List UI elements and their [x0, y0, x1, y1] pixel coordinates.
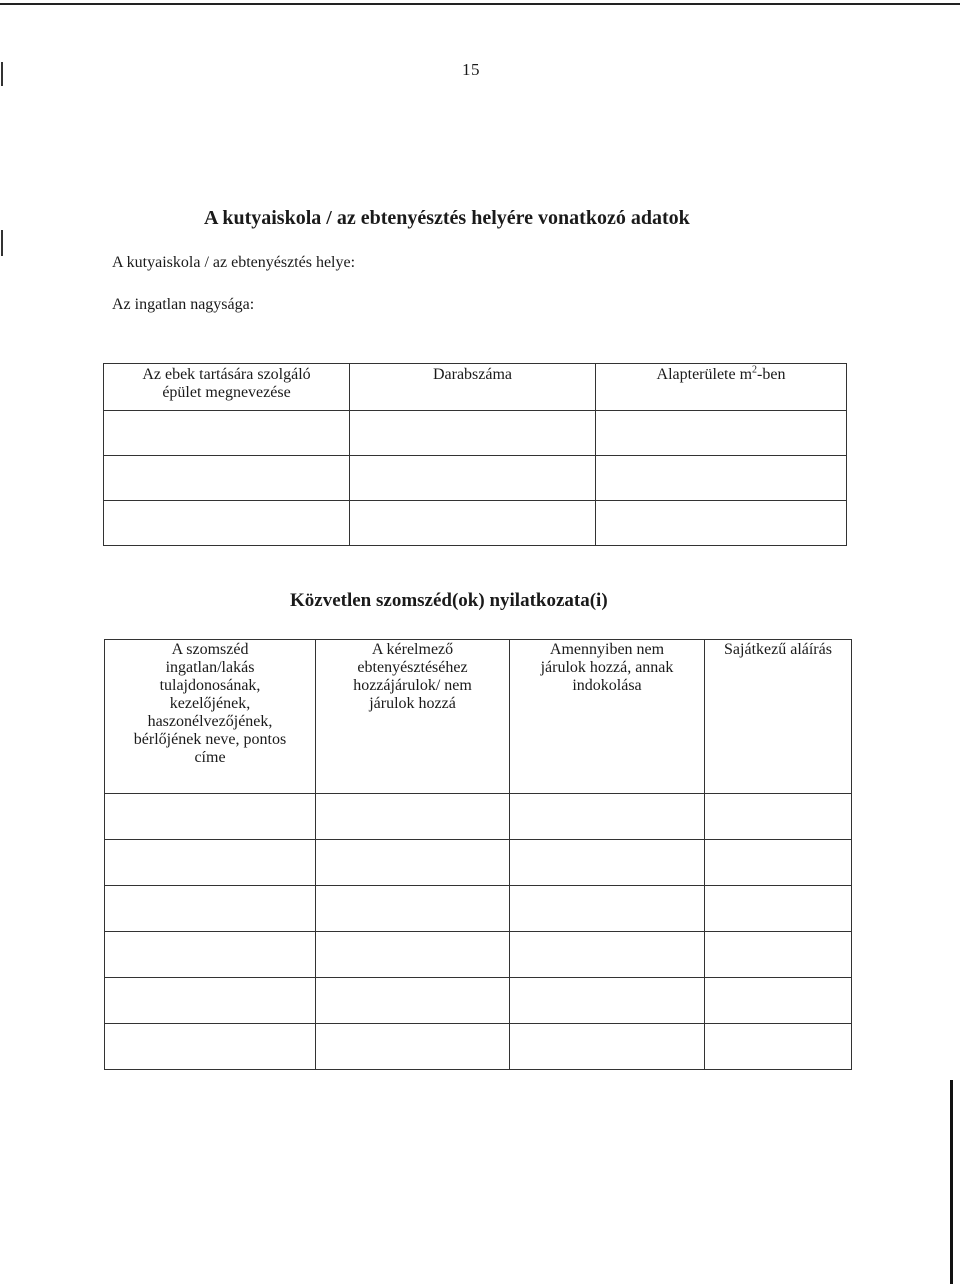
building-name-cell[interactable] — [104, 501, 350, 546]
top-border-line — [0, 3, 960, 5]
neighbor-table-row — [105, 978, 852, 1024]
neighbor-consent-cell[interactable] — [316, 794, 510, 840]
building-name-cell[interactable] — [104, 411, 350, 456]
building-name-cell[interactable] — [104, 456, 350, 501]
neighbor-owner-cell[interactable] — [105, 932, 316, 978]
neighbor-table-row — [105, 794, 852, 840]
neighbor-owner-cell[interactable] — [105, 978, 316, 1024]
building-table-row — [104, 411, 847, 456]
neighbor-owner-header: A szomszéd ingatlan/lakás tulajdonosának, kezelőjének, haszonélvezőjének, bérlőjének neve, pontos címe — [105, 640, 316, 794]
neighbor-consent-cell[interactable] — [316, 1024, 510, 1070]
neighbor-reason-cell[interactable] — [510, 1024, 705, 1070]
neighbor-reason-header: Amennyiben nem járulok hozzá, annak indokolása — [510, 640, 705, 794]
building-table-row — [104, 501, 847, 546]
neighbor-signature-header: Sajátkezű aláírás — [705, 640, 852, 794]
building-table — [103, 363, 847, 546]
building-table-header — [104, 364, 847, 411]
neighbor-signature-cell[interactable] — [705, 886, 852, 932]
neighbor-signature-cell[interactable] — [705, 840, 852, 886]
building-count-cell[interactable] — [350, 501, 596, 546]
neighbor-reason-cell[interactable] — [510, 978, 705, 1024]
neighbor-reason-cell[interactable] — [510, 932, 705, 978]
location-label: A kutyaiskola / az ebtenyésztés helye: — [112, 254, 356, 271]
building-count-header: Darabszáma — [350, 364, 596, 411]
building-table-row — [104, 456, 847, 501]
neighbor-owner-cell[interactable] — [105, 840, 316, 886]
neighbor-table-row — [105, 1024, 852, 1070]
neighbor-owner-cell[interactable] — [105, 886, 316, 932]
neighbor-reason-cell[interactable] — [510, 886, 705, 932]
left-margin-mark — [1, 62, 3, 86]
neighbor-table-row — [105, 840, 852, 886]
neighbor-signature-cell[interactable] — [705, 1024, 852, 1070]
left-margin-mark — [1, 230, 3, 256]
neighbor-signature-cell[interactable] — [705, 794, 852, 840]
neighbor-owner-cell[interactable] — [105, 794, 316, 840]
building-name-header: Az ebek tartására szolgáló épület megnevezése — [104, 364, 350, 411]
neighbor-table-row — [105, 886, 852, 932]
neighbor-table-header — [105, 640, 852, 794]
property-size-label: Az ingatlan nagysága: — [112, 296, 255, 313]
neighbor-reason-cell[interactable] — [510, 794, 705, 840]
neighbor-owner-cell[interactable] — [105, 1024, 316, 1070]
section-title: A kutyaiskola / az ebtenyésztés helyére vonatkozó adatok — [204, 207, 690, 229]
neighbor-signature-cell[interactable] — [705, 932, 852, 978]
neighbor-table — [104, 639, 852, 1070]
neighbor-consent-cell[interactable] — [316, 886, 510, 932]
neighbor-consent-cell[interactable] — [316, 932, 510, 978]
neighbor-signature-cell[interactable] — [705, 978, 852, 1024]
building-count-cell[interactable] — [350, 411, 596, 456]
neighbor-section-title: Közvetlen szomszéd(ok) nyilatkozata(i) — [290, 590, 608, 611]
building-area-cell[interactable] — [596, 456, 847, 501]
building-area-cell[interactable] — [596, 501, 847, 546]
neighbor-reason-cell[interactable] — [510, 840, 705, 886]
page-number: 15 — [462, 60, 480, 79]
building-area-header: Alapterülete $m^2$-ben — [596, 364, 847, 411]
neighbor-consent-cell[interactable] — [316, 978, 510, 1024]
building-area-cell[interactable] — [596, 411, 847, 456]
neighbor-consent-cell[interactable] — [316, 840, 510, 886]
neighbor-table-row — [105, 932, 852, 978]
right-edge-line — [950, 1080, 953, 1284]
building-count-cell[interactable] — [350, 456, 596, 501]
neighbor-consent-header: A kérelmező ebtenyésztéséhez hozzájárulok/ nem járulok hozzá — [316, 640, 510, 794]
